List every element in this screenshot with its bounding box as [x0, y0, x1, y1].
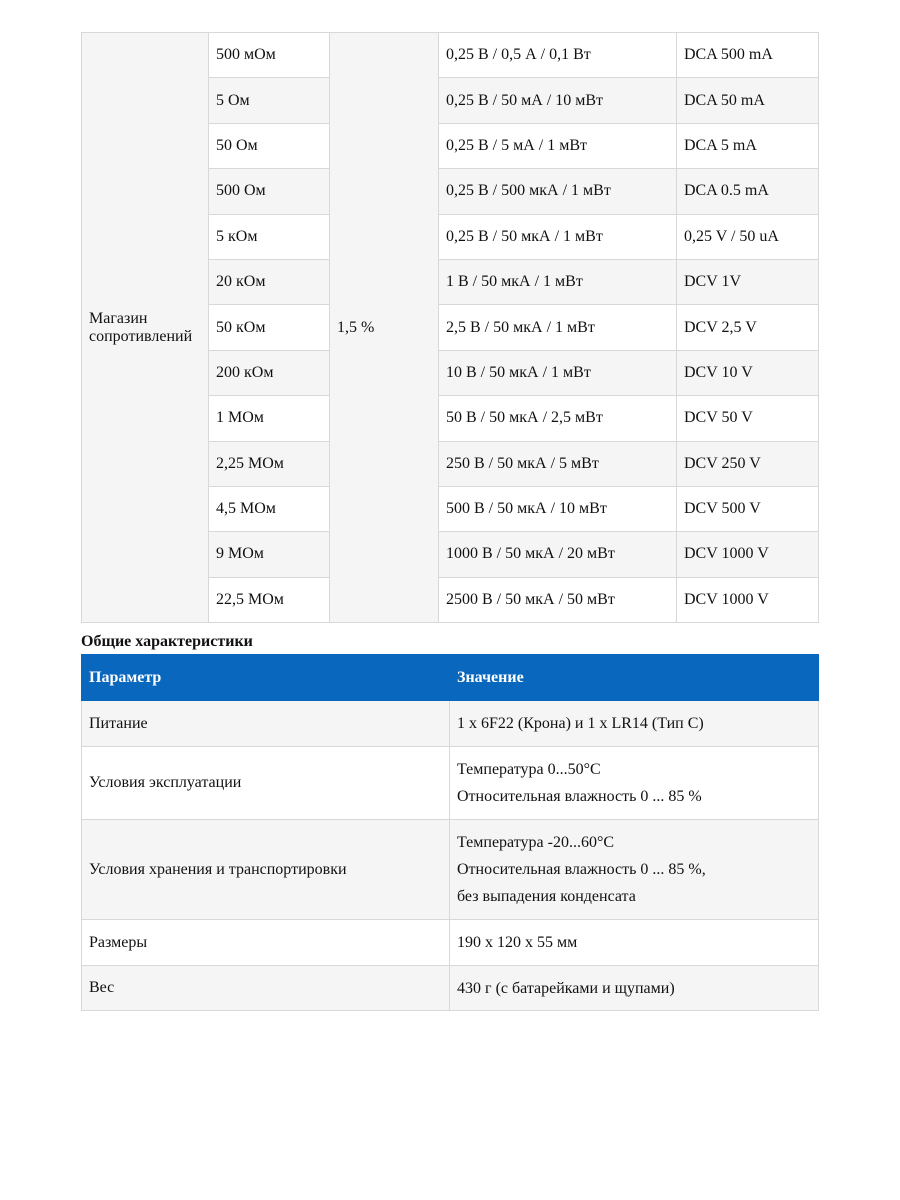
value-cell — [450, 747, 819, 820]
test-params-cell: 0,25 В / 5 мА / 1 мВт — [439, 123, 677, 168]
table-row — [82, 966, 819, 1011]
mode-cell: DCV 2,5 V — [677, 305, 819, 350]
param-cell: Размеры — [82, 920, 450, 966]
range-cell: 9 МОм — [209, 532, 330, 577]
section-title: Общие характеристики — [81, 633, 253, 650]
range-cell: 5 Ом — [209, 78, 330, 123]
value-line: Температура -20...60°С — [457, 834, 615, 851]
table-row — [82, 701, 819, 747]
group-label-cell: Магазин сопротивлений — [82, 33, 209, 623]
mode-cell: DCA 50 mA — [677, 78, 819, 123]
value-line: без выпадения конденсата — [457, 888, 636, 905]
table-row — [82, 920, 819, 966]
range-cell: 20 кОм — [209, 259, 330, 304]
mode-cell: DCV 250 V — [677, 441, 819, 486]
test-params-cell: 10 В / 50 мкА / 1 мВт — [439, 350, 677, 395]
mode-cell: DCA 500 mA — [677, 33, 819, 78]
range-cell: 5 кОм — [209, 214, 330, 259]
param-cell: Условия эксплуатации — [82, 747, 450, 820]
test-params-cell: 1000 В / 50 мкА / 20 мВт — [439, 532, 677, 577]
range-cell: 200 кОм — [209, 350, 330, 395]
mode-cell: DCV 50 V — [677, 396, 819, 441]
range-cell: 1 МОм — [209, 396, 330, 441]
value-line: Относительная влажность 0 ... 85 %, — [457, 861, 706, 878]
mode-cell: DCV 1V — [677, 259, 819, 304]
header-param: Параметр — [82, 655, 450, 701]
param-cell: Питание — [82, 701, 450, 747]
range-cell: 500 мОм — [209, 33, 330, 78]
test-params-cell: 2500 В / 50 мкА / 50 мВт — [439, 577, 677, 622]
value-line: Относительная влажность 0 ... 85 % — [457, 788, 702, 805]
test-params-cell: 500 В / 50 мкА / 10 мВт — [439, 486, 677, 531]
value-cell — [450, 966, 819, 1011]
range-cell: 50 Ом — [209, 123, 330, 168]
value-cell — [450, 820, 819, 920]
resistance-table — [81, 32, 819, 623]
accuracy-cell: 1,5 % — [330, 33, 439, 623]
mode-cell: DCV 500 V — [677, 486, 819, 531]
test-params-cell: 0,25 В / 500 мкА / 1 мВт — [439, 169, 677, 214]
table-row — [82, 820, 819, 920]
param-cell: Условия хранения и транспортировки — [82, 820, 450, 920]
test-params-cell: 0,25 В / 0,5 А / 0,1 Вт — [439, 33, 677, 78]
mode-cell: DCV 1000 V — [677, 577, 819, 622]
test-params-cell: 0,25 В / 50 мА / 10 мВт — [439, 78, 677, 123]
mode-cell: DCA 0.5 mA — [677, 169, 819, 214]
table-row — [82, 747, 819, 820]
table-header-row — [82, 655, 819, 701]
mode-cell: DCV 10 V — [677, 350, 819, 395]
range-cell: 22,5 МОм — [209, 577, 330, 622]
table-row — [82, 33, 819, 78]
test-params-cell: 1 В / 50 мкА / 1 мВт — [439, 259, 677, 304]
mode-cell: DCA 5 mA — [677, 123, 819, 168]
value-cell — [450, 920, 819, 966]
range-cell: 500 Ом — [209, 169, 330, 214]
range-cell: 4,5 МОм — [209, 486, 330, 531]
value-line: Температура 0...50°С — [457, 761, 601, 778]
test-params-cell: 50 В / 50 мкА / 2,5 мВт — [439, 396, 677, 441]
value-cell — [450, 701, 819, 747]
value-line: 190 х 120 х 55 мм — [457, 934, 578, 951]
mode-cell: DCV 1000 V — [677, 532, 819, 577]
range-cell: 2,25 МОм — [209, 441, 330, 486]
general-specs-table — [81, 654, 819, 1011]
header-value: Значение — [450, 655, 819, 701]
test-params-cell: 2,5 В / 50 мкА / 1 мВт — [439, 305, 677, 350]
param-cell: Вес — [82, 966, 450, 1011]
value-line: 430 г (с батарейками и щупами) — [457, 979, 675, 997]
range-cell: 50 кОм — [209, 305, 330, 350]
test-params-cell: 250 В / 50 мкА / 5 мВт — [439, 441, 677, 486]
test-params-cell: 0,25 В / 50 мкА / 1 мВт — [439, 214, 677, 259]
mode-cell: 0,25 V / 50 uA — [677, 214, 819, 259]
value-line: 1 х 6F22 (Крона) и 1 х LR14 (Тип С) — [457, 715, 704, 732]
